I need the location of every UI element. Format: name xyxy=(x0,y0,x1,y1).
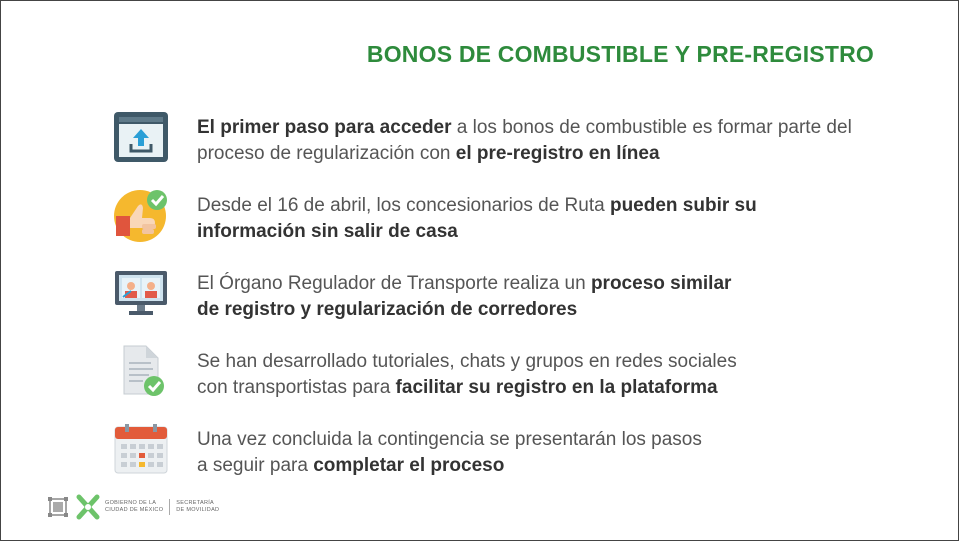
line xyxy=(197,453,887,479)
coat-of-arms-icon xyxy=(47,496,69,518)
text-run: Se han desarrollado tutoriales, chats y grupos en redes sociales xyxy=(197,351,737,372)
footer-divider xyxy=(169,499,170,515)
bullet-item-4 xyxy=(111,341,887,401)
line xyxy=(197,219,887,245)
text-run: Desde el 16 de abril, los concesionarios de Ruta xyxy=(197,195,610,216)
sec-line-2: DE MOVILIDAD xyxy=(176,507,220,513)
bold-text-run: pueden subir su xyxy=(609,195,757,216)
bullet-item-3 xyxy=(111,263,887,323)
bullet-text-1 xyxy=(197,115,887,167)
text-run: a los bonos de combustible es formar parte del xyxy=(451,117,852,138)
bold-text-run: facilitar su registro en la plataforma xyxy=(395,377,718,398)
line xyxy=(197,141,887,167)
bullet-text-5 xyxy=(197,427,887,479)
bullet-text-2 xyxy=(197,193,887,245)
bold-text-run: información sin salir de casa xyxy=(197,221,458,242)
text-run: El Órgano Regulador de Transporte realiza un xyxy=(197,273,591,294)
bold-text-run: el pre-registro en línea xyxy=(455,143,660,164)
video-call-monitor-icon xyxy=(111,263,171,323)
gov-text xyxy=(105,500,163,514)
text-run: proceso de regularización con xyxy=(197,143,456,164)
cdmx-logo-icon xyxy=(75,493,101,521)
document-check-icon xyxy=(111,341,171,401)
bold-text-run: de registro y regularización de corredores xyxy=(197,299,578,320)
line xyxy=(197,271,887,297)
bold-text-run: proceso similar xyxy=(590,273,732,294)
calendar-icon xyxy=(111,419,171,479)
bullet-item-2 xyxy=(111,185,887,245)
line xyxy=(197,349,887,375)
secretaria-text xyxy=(176,500,219,514)
thumbs-up-icon xyxy=(111,185,171,245)
text-run: Una vez concluida la contingencia se presentarán los pasos xyxy=(197,429,702,450)
bullet-text-3 xyxy=(197,271,887,323)
bold-text-run: completar el proceso xyxy=(313,455,505,476)
bold-text-run: El primer paso para acceder xyxy=(197,117,452,138)
line xyxy=(197,375,887,401)
upload-icon xyxy=(111,107,171,167)
line xyxy=(197,297,887,323)
line xyxy=(197,193,887,219)
footer-logos xyxy=(47,493,219,521)
text-run: con transportistas para xyxy=(197,377,396,398)
bullet-text-4 xyxy=(197,349,887,401)
line xyxy=(197,115,887,141)
bullet-item-1 xyxy=(111,107,887,167)
bullet-item-5 xyxy=(111,419,887,479)
gov-line-1: GOBIERNO DE LA xyxy=(105,500,157,506)
slide-title: BONOS DE COMBUSTIBLE Y PRE-REGISTRO xyxy=(366,41,874,67)
text-run: a seguir para xyxy=(197,455,314,476)
line xyxy=(197,427,887,453)
sec-line-1: SECRETARÍA xyxy=(176,500,215,506)
gov-line-2: CIUDAD DE MÉXICO xyxy=(105,507,164,513)
